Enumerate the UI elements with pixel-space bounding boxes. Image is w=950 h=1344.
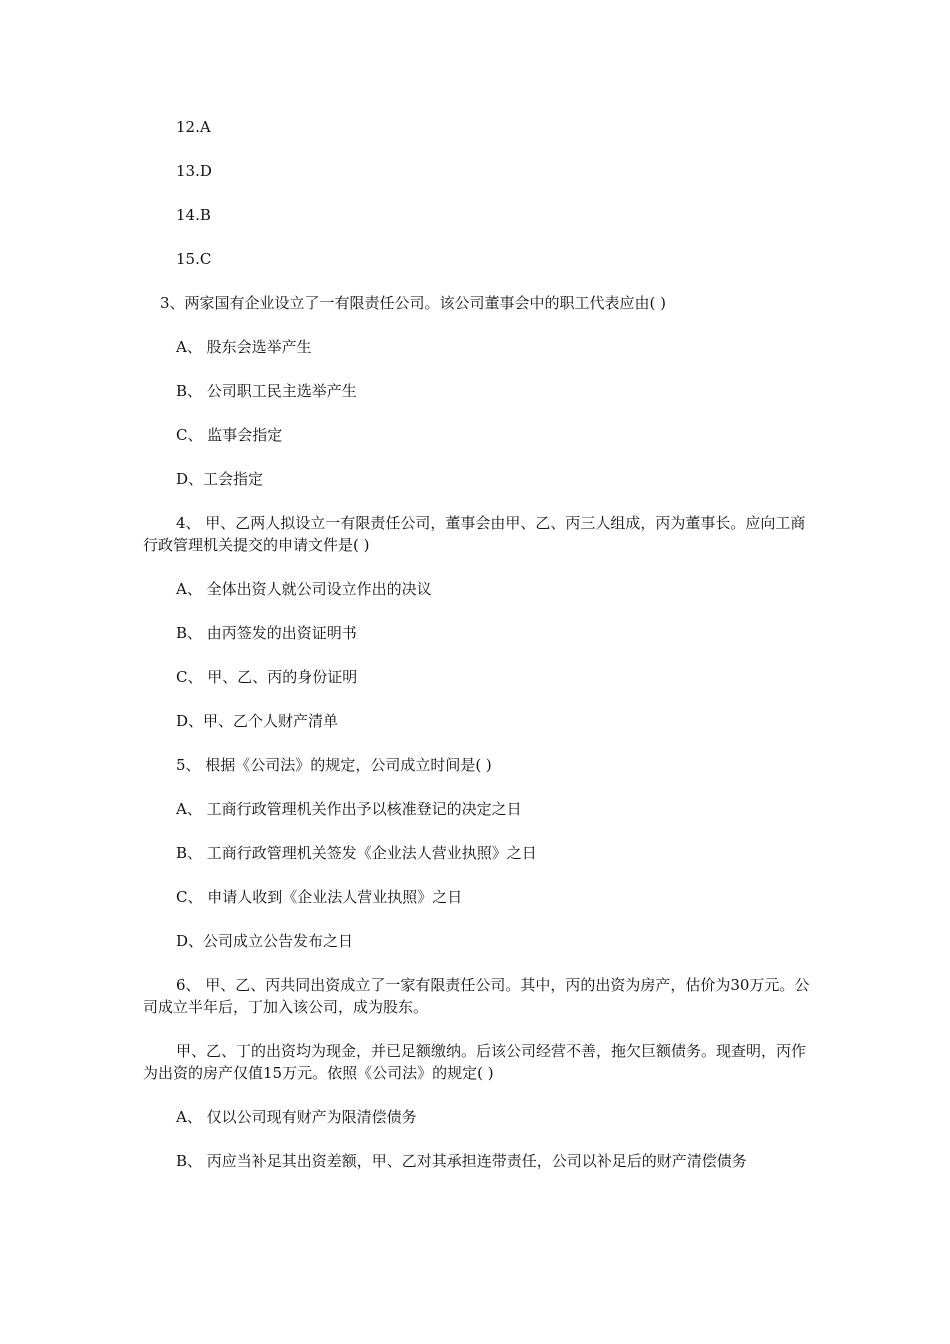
question-3-option-c: C、 监事会指定	[176, 426, 283, 444]
answer-13: 13.D	[176, 162, 212, 180]
question-5-option-a: A、 工商行政管理机关作出予以核准登记的决定之日	[176, 800, 522, 818]
question-6-option-a: A、 仅以公司现有财产为限清偿债务	[176, 1108, 417, 1126]
question-3-option-d: D、工会指定	[176, 470, 264, 488]
answer-15: 15.C	[176, 250, 212, 268]
question-4-option-b: B、 由丙签发的出资证明书	[176, 624, 357, 642]
question-5-option-d: D、公司成立公告发布之日	[176, 932, 354, 950]
question-3-option-b: B、 公司职工民主选举产生	[176, 382, 357, 400]
question-5-option-b: B、 工商行政管理机关签发《企业法人营业执照》之日	[176, 844, 537, 862]
question-4-option-a: A、 全体出资人就公司设立作出的决议	[176, 580, 432, 598]
question-6-option-b: B、 丙应当补足其出资差额，甲、乙对其承担连带责任，公司以补足后的财产清偿债务	[176, 1152, 747, 1170]
question-5-option-c: C、 申请人收到《企业法人营业执照》之日	[176, 888, 463, 906]
question-4-option-c: C、 甲、乙、丙的身份证明	[176, 668, 358, 686]
question-4-option-d: D、甲、乙个人财产清单	[176, 712, 339, 730]
answer-12: 12.A	[176, 118, 211, 136]
answer-14: 14.B	[176, 206, 211, 224]
question-4-stem: 4、 甲、乙两人拟设立一有限责任公司，董事会由甲、乙、丙三人组成，丙为董事长。应向工商行政管理机关提交的申请文件是( )	[143, 514, 806, 554]
question-6-stem-paragraph-2: 甲、乙、丁的出资均为现金，并已足额缴纳。后该公司经营不善，拖欠巨额债务。现查明，丙作为出资的房产仅值15万元。依照《公司法》的规定( )	[143, 1042, 807, 1082]
question-3-stem: 3、两家国有企业设立了一有限责任公司。该公司董事会中的职工代表应由( )	[160, 294, 667, 312]
question-6-stem-paragraph-1: 6、 甲、乙、丙共同出资成立了一家有限责任公司。其中，丙的出资为房产，估价为30万元。公司成立半年后，丁加入该公司，成为股东。	[143, 976, 810, 1016]
question-5-stem: 5、 根据《公司法》的规定，公司成立时间是( )	[176, 756, 492, 774]
question-3-option-a: A、 股东会选举产生	[176, 338, 312, 356]
